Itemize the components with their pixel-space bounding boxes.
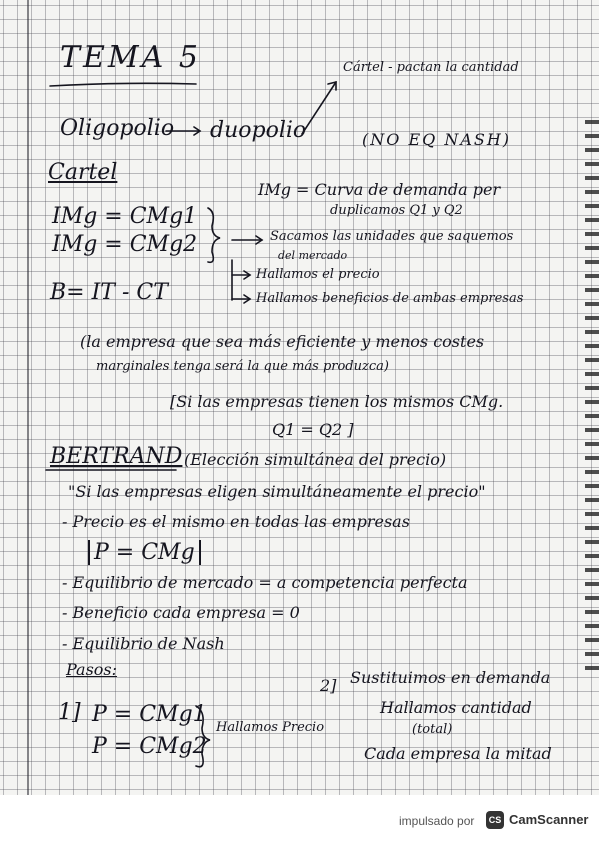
paso-2-line-2: Hallamos cantidad xyxy=(380,698,532,717)
paso-1-eq-1: P = CMg1 xyxy=(92,702,207,727)
step-precio: Hallamos el precio xyxy=(256,267,380,282)
bullet-beneficio: - Beneficio cada empresa = 0 xyxy=(62,603,300,622)
img-note-2: duplicamos Q1 y Q2 xyxy=(330,203,463,218)
step-beneficios: Hallamos beneficios de ambas empresas xyxy=(256,291,524,306)
brace-img xyxy=(208,208,220,262)
margin-line xyxy=(27,0,29,795)
no-eq-nash: (NO EQ NASH) xyxy=(362,130,512,149)
paso-1-eq-2: P = CMg2 xyxy=(92,734,207,759)
paragraph-line-1: (la empresa que sea más eficiente y menos costes xyxy=(80,332,485,351)
paso-2-line-1: Sustituimos en demanda xyxy=(350,668,551,687)
title-underline xyxy=(50,83,196,86)
benefit-equation: B= IT - CT xyxy=(50,280,168,305)
equation-img-cmg2: IMg = CMg2 xyxy=(52,232,198,257)
bullet-equilibrio-mercado: - Equilibrio de mercado = a competencia perfecta xyxy=(62,573,468,592)
paragraph-line-2: marginales tenga será la que más produzca) xyxy=(96,359,389,374)
oligopolio-label: Oligopolio xyxy=(60,116,175,141)
bullet-nash: - Equilibrio de Nash xyxy=(62,634,225,653)
bullet-simultaneo: "Si las empresas eligen simultáneamente el precio" xyxy=(68,482,486,501)
paso-2-line-3: (total) xyxy=(412,722,453,737)
bullet-mismo-precio: - Precio es el mismo en todas las empresas xyxy=(62,512,410,531)
scanner-footer xyxy=(0,795,599,848)
equation-img-cmg1: IMg = CMg1 xyxy=(52,204,198,229)
same-cmg-line-1: [Si las empresas tienen los mismos CMg. xyxy=(170,392,504,411)
arrow-to-cartel-note xyxy=(302,82,336,134)
camscanner-logo-icon: CS xyxy=(486,811,504,829)
step-sacamos-cont: del mercado xyxy=(278,249,348,262)
img-note-1: IMg = Curva de demanda per xyxy=(258,180,501,199)
paso-2-line-4: Cada empresa la mitad xyxy=(364,744,552,763)
bertrand-subtitle: (Elección simultánea del precio) xyxy=(184,450,447,469)
footer-brand: CamScanner xyxy=(509,812,589,827)
pasos-heading: Pasos: xyxy=(66,660,118,679)
bertrand-heading: BERTRAND xyxy=(50,444,183,469)
cartel-heading: Cartel xyxy=(48,160,118,185)
paso-2-number: 2] xyxy=(320,676,337,695)
bullet-p-cmg: P = CMg xyxy=(88,540,201,565)
paso-1-number: 1] xyxy=(58,700,81,725)
footer-label: impulsado por xyxy=(399,814,475,828)
same-cmg-line-2: Q1 = Q2 ] xyxy=(272,420,354,439)
cartel-arrow-note: Cártel - pactan la cantidad xyxy=(343,60,519,75)
step-sacamos: Sacamos las unidades que saquemos xyxy=(270,229,514,244)
duopolio-label: duopolio xyxy=(210,118,307,143)
paso-1-note: Hallamos Precio xyxy=(216,720,325,735)
spiral-binding xyxy=(585,120,599,680)
page-title: TEMA 5 xyxy=(60,40,201,75)
